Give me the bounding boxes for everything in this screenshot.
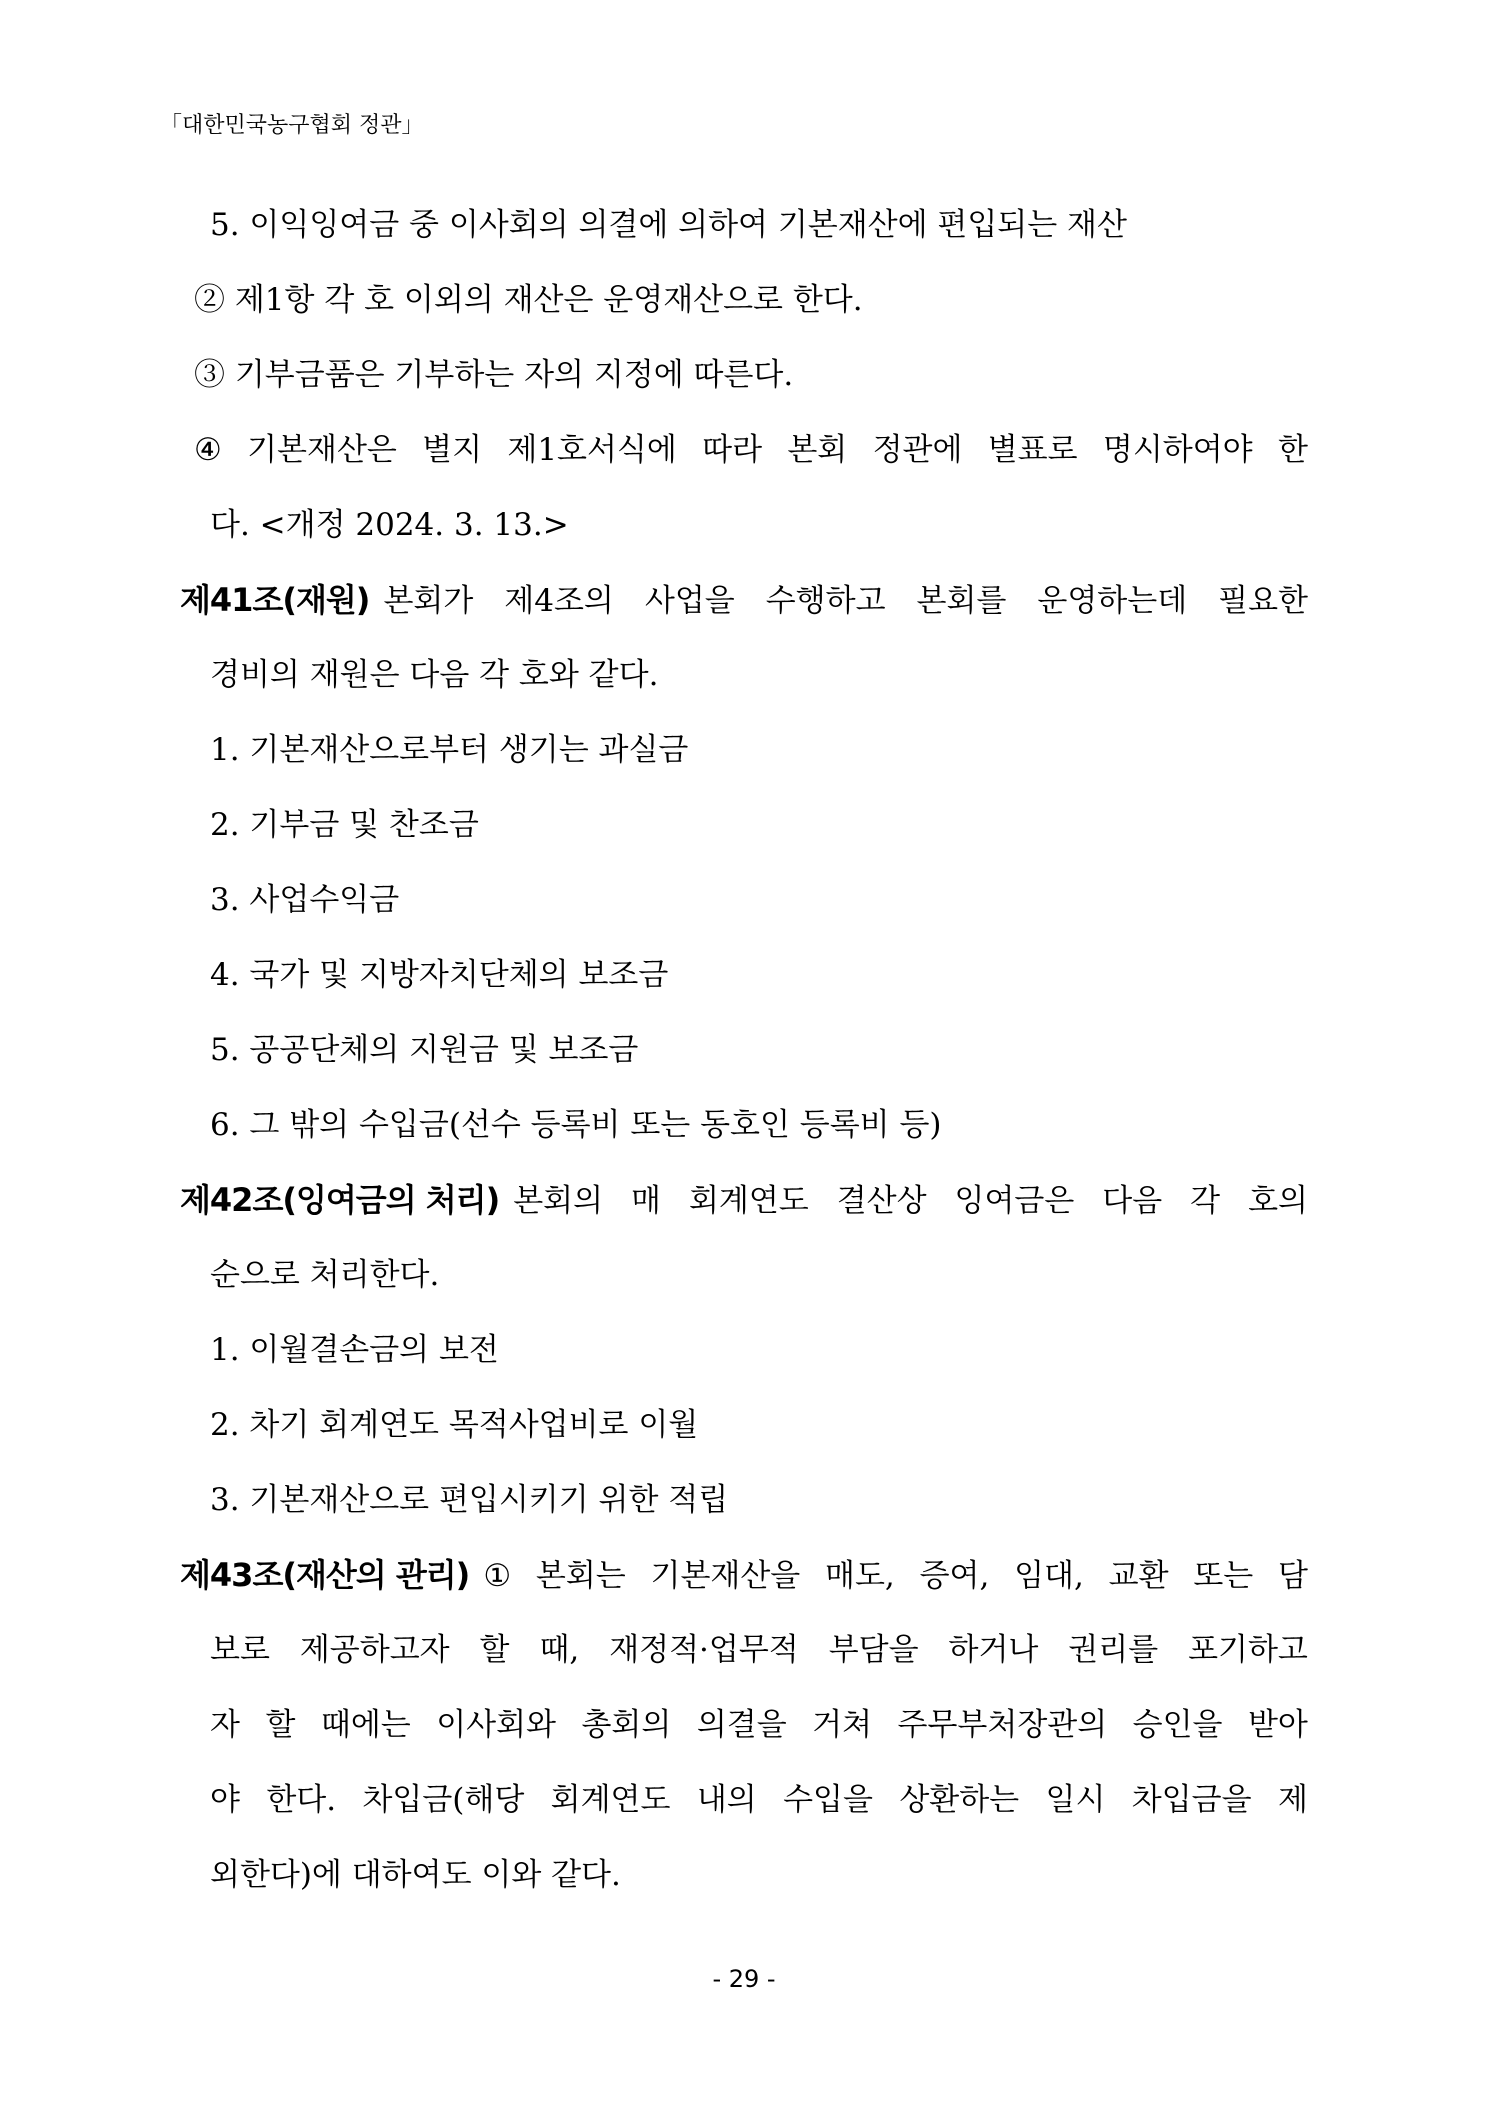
word: 본회의: [513, 1183, 604, 1219]
word: ①: [483, 1558, 512, 1594]
word: 권리를: [1068, 1632, 1159, 1668]
word: ④: [194, 432, 222, 468]
word: 받아: [1247, 1707, 1308, 1743]
word: 교환: [1108, 1558, 1169, 1594]
paragraph-3-donations: ③ 기부금품은 기부하는 자의 지정에 따른다.: [194, 357, 794, 393]
item-5-surplus-to-basic-property: 5. 이익잉여금 중 이사회의 의결에 의하여 기본재산에 편입되는 재산: [210, 207, 1127, 243]
word: 보로: [210, 1632, 270, 1668]
word: 담: [1278, 1558, 1308, 1594]
word: 수입을: [783, 1782, 873, 1818]
word: 본회가: [383, 583, 474, 619]
word: 기본재산을: [650, 1558, 801, 1594]
word: 회계연도: [688, 1183, 809, 1219]
word: 또는: [1193, 1558, 1254, 1594]
article-43-body: [483, 1556, 1308, 1596]
article-42-line2: 순으로 처리한다.: [210, 1257, 440, 1293]
article-43-line1: [180, 1555, 1308, 1596]
article-41-line1: [180, 580, 1308, 621]
article-43-line5: 외한다)에 대하여도 이와 같다.: [210, 1857, 621, 1893]
word: 정관에: [872, 432, 963, 468]
word: 차입금(해당: [362, 1782, 525, 1818]
word: 증여,: [919, 1558, 990, 1594]
article-42-item-1: 1. 이월결손금의 보전: [210, 1332, 499, 1368]
article-42-title: 제42조(잉여금의 처리): [180, 1181, 500, 1219]
article-43-line4: [210, 1780, 1308, 1820]
word: 하거나: [948, 1632, 1039, 1668]
article-41-item-3: 3. 사업수익금: [210, 882, 400, 918]
word: 주무부처장관의: [897, 1707, 1108, 1743]
article-41-line2: 경비의 재원은 다음 각 호와 같다.: [210, 657, 659, 693]
word: 수행하고: [765, 583, 886, 619]
word: 별지: [422, 432, 483, 468]
paragraph-4-basic-property-line1: [194, 430, 1308, 470]
article-42-item-2: 2. 차기 회계연도 목적사업비로 이월: [210, 1407, 699, 1443]
word: 회계연도: [550, 1782, 671, 1818]
document-header: 「대한민국농구협회 정관」: [160, 113, 424, 138]
word: 본회를: [916, 583, 1007, 619]
word: 이사회와: [436, 1707, 556, 1743]
word: 야: [210, 1782, 240, 1818]
paragraph-4-basic-property-line2: 다. <개정 2024. 3. 13.>: [210, 507, 569, 543]
word: 일시: [1045, 1782, 1106, 1818]
word: 본회는: [535, 1558, 626, 1594]
word: 부담을: [828, 1632, 919, 1668]
article-41-title: 제41조(재원): [180, 581, 370, 619]
word: 임대,: [1014, 1558, 1084, 1594]
word: 한: [1277, 432, 1308, 468]
word: 기본재산은: [247, 432, 397, 468]
word: 차입금을: [1131, 1782, 1252, 1818]
word: 승인을: [1132, 1707, 1223, 1743]
word: 따라: [702, 432, 763, 468]
article-43-line2: [210, 1630, 1308, 1670]
paragraph-2-operating-property: ② 제1항 각 호 이외의 재산은 운영재산으로 한다.: [194, 282, 863, 318]
article-41-item-4: 4. 국가 및 지방자치단체의 보조금: [210, 957, 669, 993]
article-41-item-5: 5. 공공단체의 지원금 및 보조금: [210, 1032, 639, 1068]
word: 결산상: [836, 1183, 927, 1219]
article-41-item-2: 2. 기부금 및 찬조금: [210, 807, 479, 843]
word: 한다.: [266, 1782, 337, 1818]
word: 사업을: [644, 583, 735, 619]
word: 포기하고: [1188, 1632, 1308, 1668]
word: 상환하는: [899, 1782, 1020, 1818]
word: 잉여금은: [954, 1183, 1075, 1219]
article-43-title: 제43조(재산의 관리): [180, 1556, 470, 1594]
word: 제: [1277, 1782, 1308, 1818]
word: 제4조의: [504, 583, 614, 619]
word: 운영하는데: [1037, 583, 1188, 619]
word: 제공하고자: [299, 1632, 450, 1668]
word: 때에는: [320, 1707, 411, 1743]
word: 할: [265, 1707, 296, 1743]
word: 총회의: [581, 1707, 672, 1743]
word: 제1호서식에: [507, 432, 677, 468]
word: 별표로: [987, 432, 1078, 468]
article-41-item-6: 6. 그 밖의 수입금(선수 등록비 또는 동호인 등록비 등): [210, 1107, 942, 1143]
article-42-line1: [180, 1180, 1308, 1221]
word: 호의: [1248, 1183, 1308, 1219]
word: 본회: [787, 432, 848, 468]
word: 각: [1190, 1183, 1221, 1219]
article-43-line3: [210, 1705, 1308, 1745]
word: 다음: [1102, 1183, 1163, 1219]
word: 때,: [539, 1632, 580, 1668]
word: 내의: [696, 1782, 757, 1818]
word: 의결을: [696, 1707, 787, 1743]
article-41-item-1: 1. 기본재산으로부터 생기는 과실금: [210, 732, 689, 768]
article-42-body: [513, 1181, 1308, 1221]
article-42-item-3: 3. 기본재산으로 편입시키기 위한 적립: [210, 1482, 729, 1518]
word: 재정적·업무적: [609, 1632, 799, 1668]
word: 매도,: [825, 1558, 895, 1594]
page-number: - 29 -: [712, 1965, 776, 1993]
article-41-body: [383, 581, 1308, 621]
word: 필요한: [1218, 583, 1308, 619]
word: 거쳐: [812, 1707, 873, 1743]
word: 명시하여야: [1102, 432, 1253, 468]
word: 자: [210, 1707, 240, 1743]
word: 할: [479, 1632, 510, 1668]
word: 매: [631, 1183, 661, 1219]
